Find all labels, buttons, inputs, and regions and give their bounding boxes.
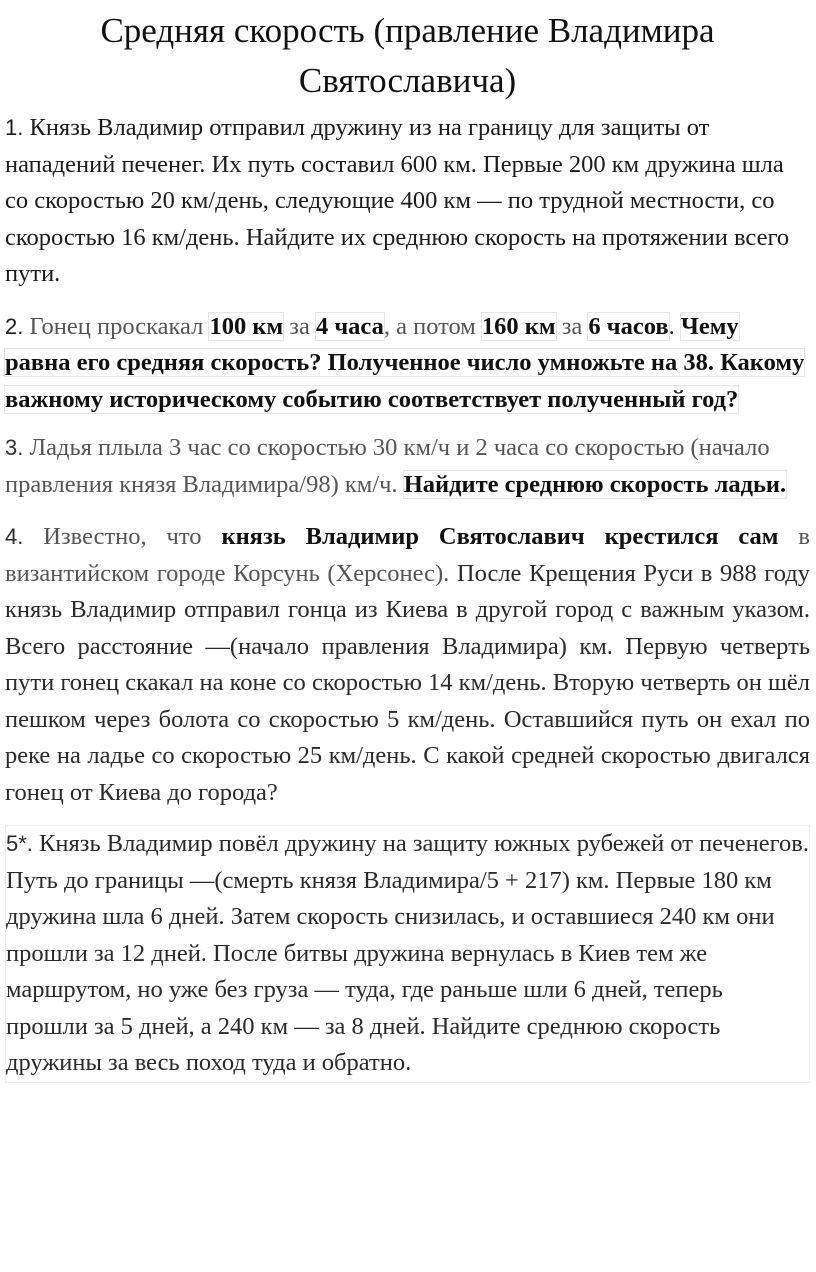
problem-3-text: Ладья плыла 3 час со скоростью 30 км/ч и 2 часа со скоростью (начало правления князя Владимира/98) км/ч. [5,434,770,498]
problem-4-text-2: в византийском городе Корсунь (Херсонес). [5,523,810,587]
problem-4-text-1: Известно, что [23,523,222,550]
problem-2-number: 2. [5,313,24,339]
problem-5-box [5,825,810,1083]
problem-3-number: 3. [5,435,24,460]
problem-3 [5,430,810,503]
problem-2-text-5: . [668,312,681,340]
problem-2 [5,309,810,419]
problem-3-question: Найдите среднюю скорость ладьи. [403,470,787,498]
problem-1-text: Князь Владимир отправил дружину из на границу для защиты от нападений печенег. Их путь составил 600 км. Первые 200 км дружина шла со скоростью 20 км/день, следующие 400 км — по трудной местности, со скоростью 16 км/день. Найдите их среднюю скорость на протяжении всего пути. [5,114,790,287]
problem-2-text-4: за [555,312,589,340]
problem-4-bold-fact: князь Владимир Святославич крестился сам [221,523,779,550]
problem-4 [5,519,810,811]
problem-5-text: Князь Владимир повёл дружину на защиту южных рубежей от печенегов. Путь до границы —(смерть князя Владимира/5 + 217) км. Первые 180 км дружина шла 6 дней. Затем скорость снизилась, и оставшиеся 240 км они прошли за 12 дней. После битвы дружина вернулась в Киев тем же маршрутом, но уже без груза — туда, где раньше шли 6 дней, теперь прошли за 5 дней, а 240 км — за 8 дней. Найдите среднюю скорость дружины за весь поход туда и обратно. [6,830,810,1076]
problem-2-text-1: Гонец проскакал [23,312,210,340]
problem-2-time-1: 4 часа [315,312,384,340]
problem-2-question: Чему равна его средняя скорость? Полученное число умножьте на 38. Какому важному историческому событию соответствует полученный год? [5,312,805,413]
problem-2-text-3: , а потом [383,312,482,340]
problem-4-text-3: После Крещения Руси в 988 году князь Владимир отправил гонца из Киева в другой город с важным указом. Всего расстояние —(начало правления Владимира) км. Первую четверть пути гонец скакал на коне со скоростью 14 км/день. Вторую четверть он шёл пешком через болота со скоростью 5 км/день. Оставшийся путь он ехал по реке на ладье со скоростью 25 км/день. С какой средней скоростью двигался гонец от Киева до города? [5,559,810,806]
problem-1-number: 1. [5,115,24,140]
problem-5 [5,825,810,1083]
problem-1 [5,110,810,293]
problem-2-distance-2: 160 км [481,312,556,340]
problem-4-number: 4. [5,524,24,549]
document-title: Средняя скорость (правление Владимира Святославича) [100,11,715,100]
problem-5-number: 5*. [6,831,33,856]
problem-2-distance-1: 100 км [209,312,284,340]
problem-2-text-2: за [283,312,316,340]
problem-2-time-2: 6 часов [588,312,669,340]
